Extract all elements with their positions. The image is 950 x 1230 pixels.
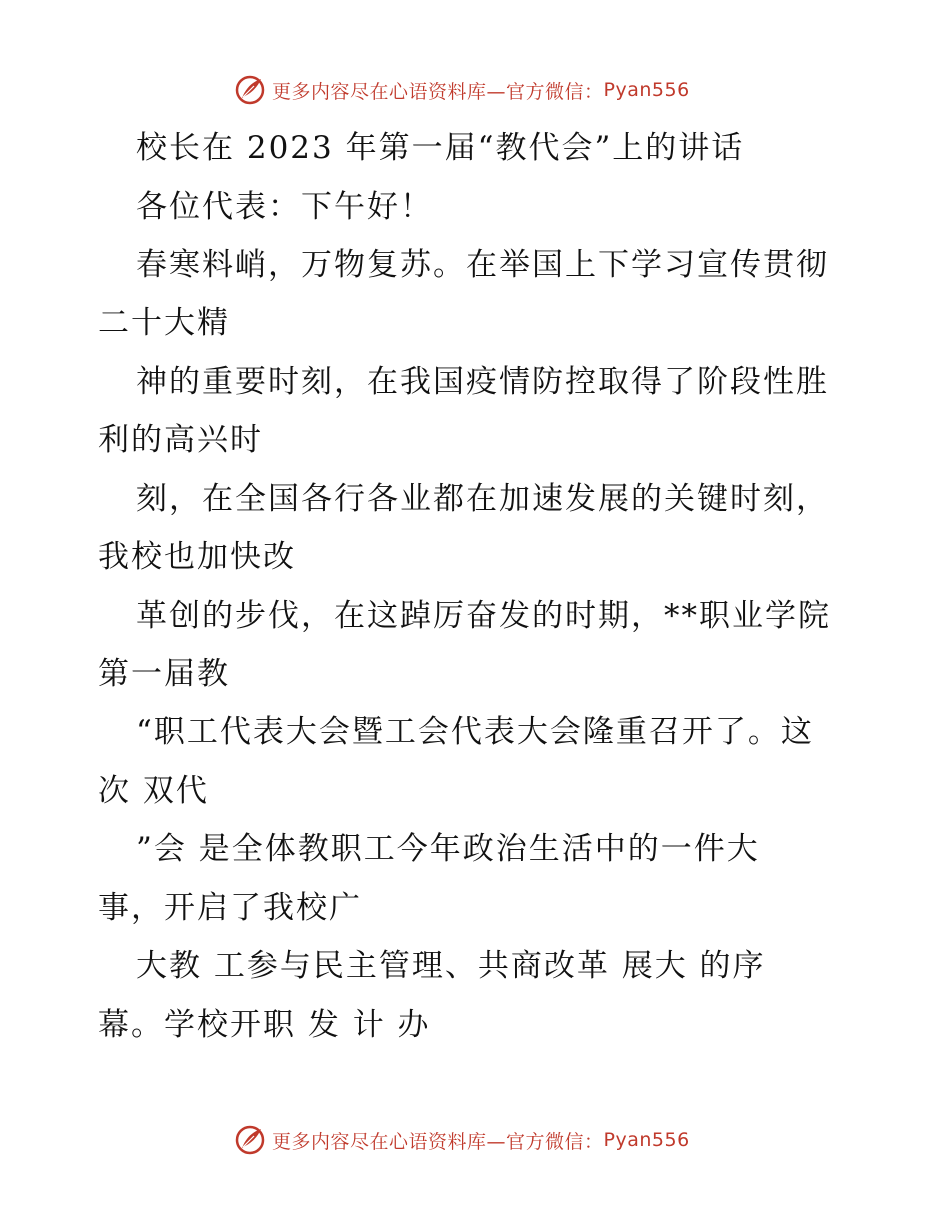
footer-watermark [234, 1122, 690, 1158]
text-line: 第一届教 [98, 656, 230, 692]
text-line: “职工代表大会暨工会代表大会隆重召开了。这 [136, 714, 814, 750]
text-line: 事，开启了我校广 [98, 890, 362, 926]
header-watermark [234, 72, 690, 108]
text-line: 利的高兴时 [98, 422, 263, 458]
watermark-text: 更多内容尽在心语资料库—官方微信： [272, 80, 604, 103]
text-line: 各位代表：下午好！ [136, 189, 433, 225]
text-line: 次 双代 [98, 773, 209, 809]
text-line: 春寒料峭，万物复苏。在举国上下学习宣传贯彻 [136, 247, 829, 283]
text-line: 幕。学校开职 发 计 办 [98, 1007, 431, 1043]
feather-pen-icon [234, 74, 266, 106]
watermark-wechat-id: Pyan556 [603, 79, 690, 101]
feather-pen-icon [234, 1124, 266, 1156]
text-line: 神的重要时刻，在我国疫情防控取得了阶段性胜 [136, 364, 829, 400]
text-line: 大教 工参与民主管理、共商改革 展大 的序 [136, 948, 766, 984]
text-line: 刻，在全国各行各业都在加速发展的关键时刻， [136, 481, 829, 517]
text-line: 二十大精 [98, 305, 230, 341]
document-title: 校长在 2023 年第一届“教代会”上的讲话 [136, 130, 745, 166]
watermark-text: 更多内容尽在心语资料库—官方微信： [272, 1130, 604, 1153]
text-line: ”会 是全体教职工今年政治生活中的一件大 [136, 831, 760, 867]
text-line: 革创的步伐，在这踔厉奋发的时期，**职业学院 [136, 598, 831, 634]
text-line: 我校也加快改 [98, 539, 296, 575]
watermark-wechat-id: Pyan556 [603, 1129, 690, 1151]
